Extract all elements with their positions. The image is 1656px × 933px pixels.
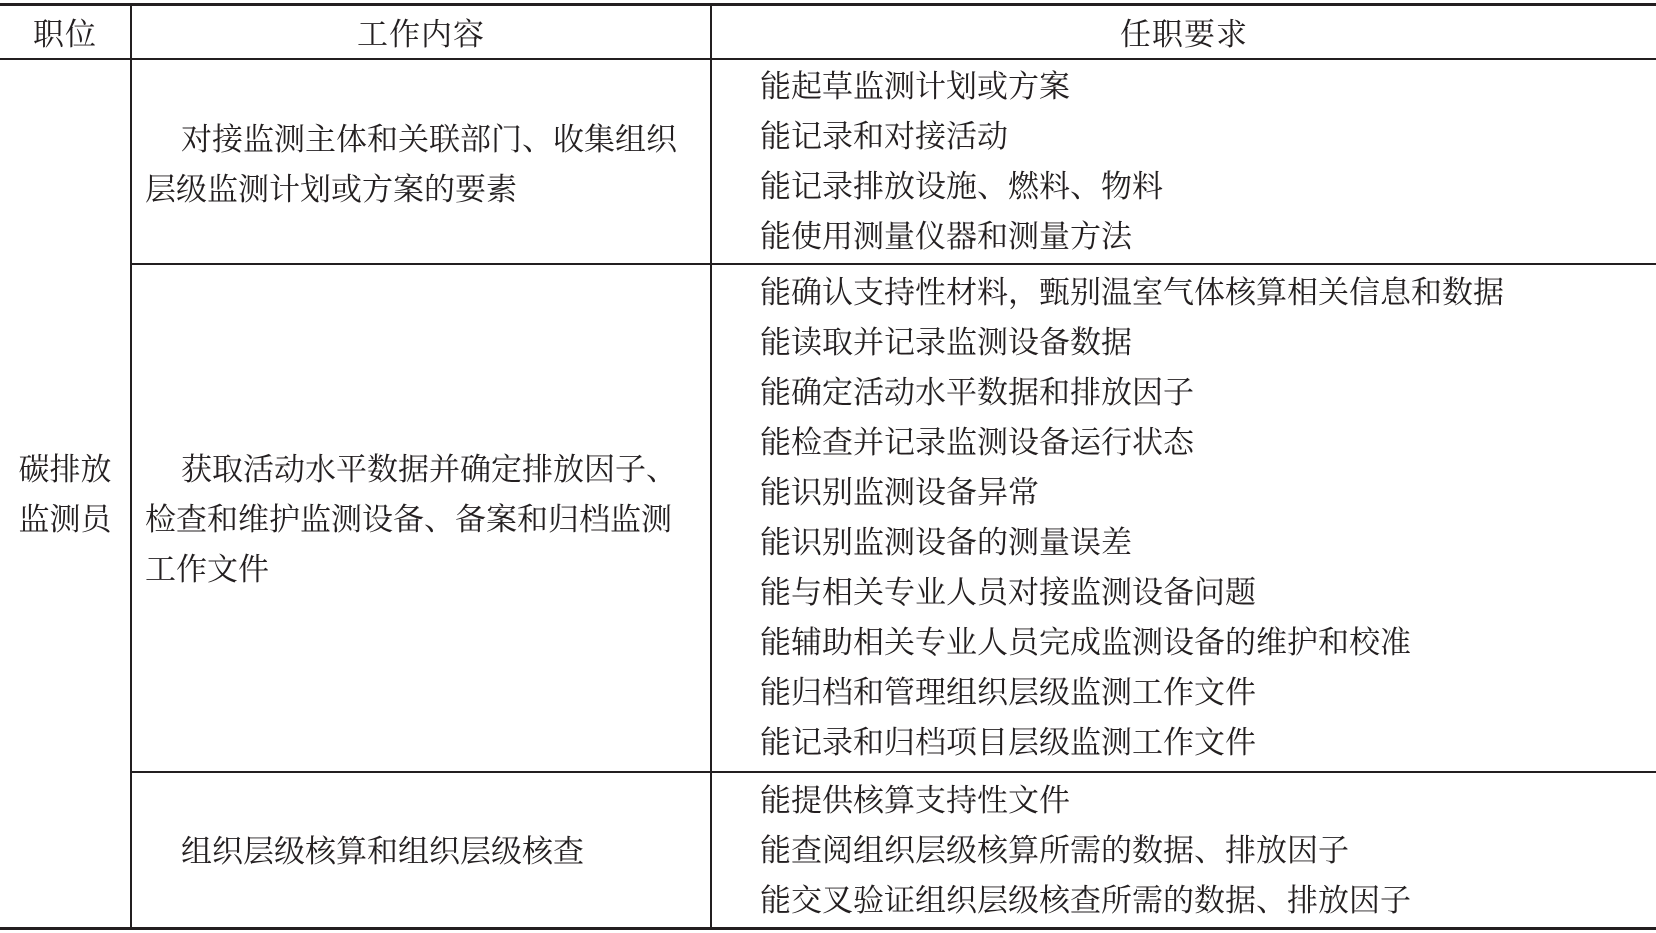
column-divider-1 bbox=[130, 5, 132, 929]
column-divider-2 bbox=[710, 5, 712, 929]
requirement-item: 能记录和对接活动 bbox=[760, 119, 1008, 155]
requirement-item: 能起草监测计划或方案 bbox=[760, 69, 1070, 105]
requirement-item: 能与相关专业人员对接监测设备问题 bbox=[760, 575, 1256, 611]
position-title-line-2: 监测员 bbox=[18, 502, 112, 538]
row1-bottom-rule bbox=[130, 263, 1656, 265]
requirement-item: 能记录和归档项目层级监测工作文件 bbox=[760, 725, 1256, 761]
requirement-item: 能确定活动水平数据和排放因子 bbox=[760, 375, 1194, 411]
requirement-item: 能识别监测设备异常 bbox=[760, 475, 1039, 511]
requirement-item: 能归档和管理组织层级监测工作文件 bbox=[760, 675, 1256, 711]
header-bottom-rule bbox=[0, 58, 1656, 60]
requirement-item: 能识别监测设备的测量误差 bbox=[760, 525, 1132, 561]
requirement-item: 能读取并记录监测设备数据 bbox=[760, 325, 1132, 361]
requirements-list-row-1 bbox=[760, 62, 1163, 262]
position-title-line-1: 碳排放 bbox=[18, 452, 112, 488]
table-bottom-rule bbox=[0, 927, 1656, 930]
work-content-row-2: 获取活动水平数据并确定排放因子、检查和维护监测设备、备案和归档监测工作文件 bbox=[145, 452, 677, 588]
header-work-content: 工作内容 bbox=[357, 17, 485, 53]
requirement-item: 能提供核算支持性文件 bbox=[760, 783, 1070, 819]
header-requirements: 任职要求 bbox=[1120, 17, 1248, 53]
work-content-row-3: 组织层级核算和组织层级核查 bbox=[181, 834, 584, 870]
requirements-list-row-2 bbox=[760, 268, 1504, 768]
position-cell bbox=[0, 445, 130, 545]
requirements-list-row-3 bbox=[760, 776, 1411, 926]
header-position: 职位 bbox=[33, 17, 97, 53]
requirement-item: 能记录排放设施、燃料、物料 bbox=[760, 169, 1163, 205]
requirement-item: 能交叉验证组织层级核查所需的数据、排放因子 bbox=[760, 883, 1411, 919]
requirement-item: 能使用测量仪器和测量方法 bbox=[760, 219, 1132, 255]
work-content-row-1: 对接监测主体和关联部门、收集组织层级监测计划或方案的要素 bbox=[145, 122, 677, 208]
requirement-item: 能查阅组织层级核算所需的数据、排放因子 bbox=[760, 833, 1349, 869]
requirement-item: 能确认支持性材料，甄别温室气体核算相关信息和数据 bbox=[760, 275, 1504, 311]
requirement-item: 能检查并记录监测设备运行状态 bbox=[760, 425, 1194, 461]
row2-bottom-rule bbox=[130, 771, 1656, 773]
requirement-item: 能辅助相关专业人员完成监测设备的维护和校准 bbox=[760, 625, 1411, 661]
